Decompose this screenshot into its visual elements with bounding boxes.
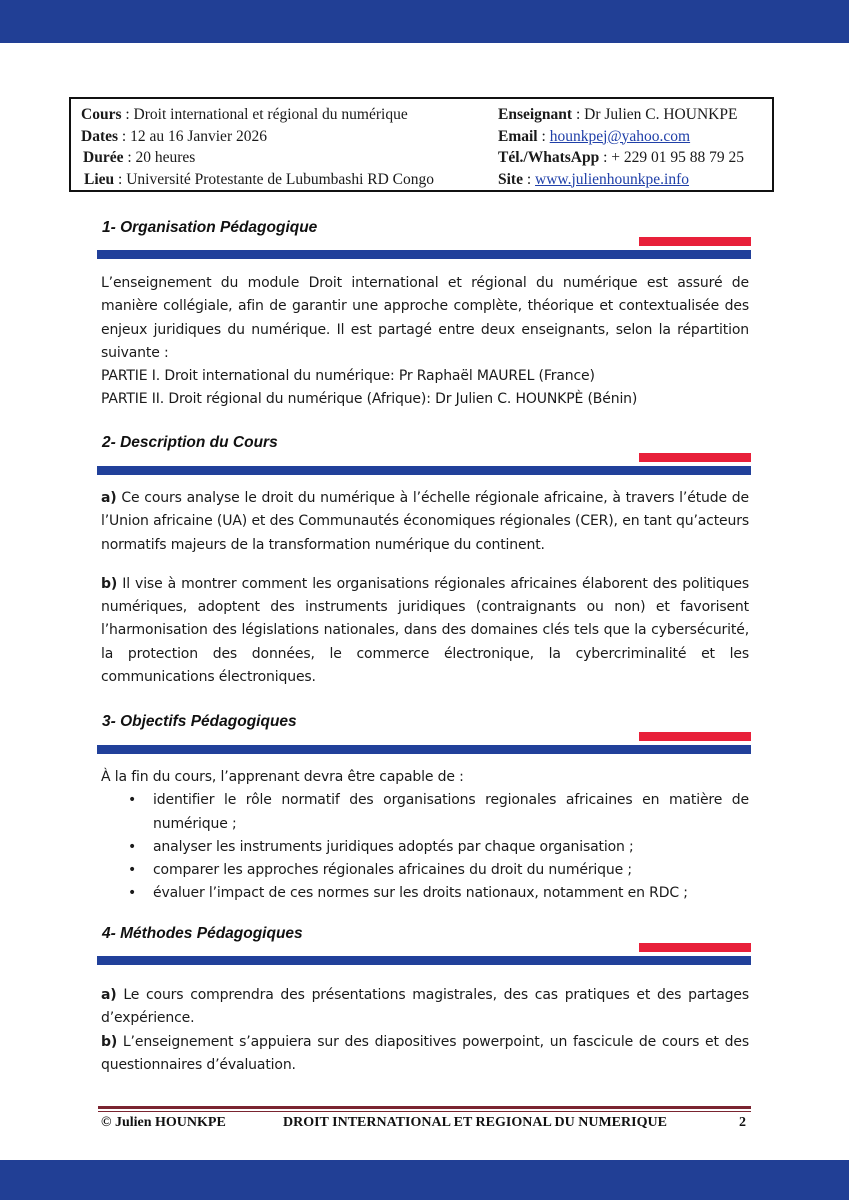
list-item: • comparer les approches régionales africaines du droit du numérique ; — [128, 862, 632, 879]
footer-title: DROIT INTERNATIONAL ET REGIONAL DU NUMERIQUE — [283, 1115, 667, 1130]
methods-paragraph-a: a) Le cours comprendra des présentations magistrales, des cas pratiques et des partages d’expérience. — [101, 987, 749, 1027]
phone-row: Tél./WhatsApp : + 229 01 95 88 79 25 — [498, 149, 745, 166]
section-3-rule — [97, 732, 751, 754]
section-3-title: 3- Objectifs Pédagogiques — [102, 713, 297, 730]
course-info-left — [81, 104, 434, 190]
top-blue-band — [0, 0, 849, 43]
objectives-list — [101, 789, 749, 905]
course-name-row: Cours : Droit international et régional du numérique — [81, 106, 408, 123]
teacher-row: Enseignant : Dr Julien C. HOUNKPE — [498, 106, 738, 123]
location-row: Lieu : Université Protestante de Lubumbashi RD Congo — [84, 170, 435, 188]
email-link[interactable]: hounkpej@yahoo.com — [549, 127, 691, 145]
bottom-blue-band — [0, 1160, 849, 1200]
list-item: • évaluer l’impact de ces normes sur les droits nationaux, notamment en RDC ; — [128, 885, 688, 902]
page-number: 2 — [739, 1115, 746, 1130]
course-info-box — [69, 97, 774, 192]
section-2-body — [101, 487, 749, 689]
description-paragraph-b: b) Il vise à montrer comment les organisations régionales africaines élaborent des politiques numériques, adoptent des instruments juridiques (contraignants ou non) et favorisent l’harmonisation des législations nationales, dans des domaines clés tels que la cybersécurité, la protection des données, le commerce électronique, la cybercriminalité et les communications électroniques. — [101, 575, 749, 686]
section-4-title: 4- Méthodes Pédagogiques — [102, 925, 303, 942]
list-item: • identifier le rôle normatif des organisations regionales africaines en matière de numérique ; — [128, 792, 749, 832]
section-4-body — [101, 984, 749, 1077]
section-2-rule — [97, 453, 751, 475]
section-3-body — [101, 766, 749, 906]
section-2-title: 2- Description du Cours — [102, 434, 278, 451]
organisation-paragraph: L’enseignement du module Droit international et régional du numérique est assuré de manière collégiale, afin de garantir une approche complète, théorique et contextualisée des enjeux juridiques du numérique. Il est partagé entre deux enseignants, selon la répartition suivante : — [101, 275, 749, 361]
description-paragraph-a: a) Ce cours analyse le droit du numérique à l’échelle régionale africaine, à travers l’étude de l’Union africaine (UA) et des Communautés économiques régionales (CER), en tant qu’acteurs normatifs majeurs de la transformation numérique du continent. — [101, 490, 749, 553]
email-row: Email : hounkpej@yahoo.com — [498, 127, 691, 145]
part-2-line: PARTIE II. Droit régional du numérique (Afrique): Dr Julien C. HOUNKPÈ (Bénin) — [101, 391, 638, 408]
dates-row: Dates : 12 au 16 Janvier 2026 — [81, 127, 267, 145]
website-link[interactable]: www.julienhounkpe.info — [535, 170, 690, 188]
footer-rule-thin — [98, 1111, 751, 1112]
section-1-body — [101, 272, 749, 412]
section-1-rule — [97, 237, 751, 259]
site-row: Site : www.julienhounkpe.info — [498, 170, 690, 188]
objectives-intro: À la fin du cours, l’apprenant devra être capable de : — [101, 769, 464, 785]
section-1-title: 1- Organisation Pédagogique — [102, 219, 318, 236]
course-info-right — [498, 104, 744, 190]
methods-paragraph-b: b) L’enseignement s’appuiera sur des diapositives powerpoint, un fascicule de cours et des questionnaires d’évaluation. — [101, 1033, 749, 1073]
list-item: • analyser les instruments juridiques adoptés par chaque organisation ; — [128, 838, 634, 855]
section-4-rule — [97, 943, 751, 965]
duration-row: Durée : 20 heures — [83, 149, 196, 166]
footer-copyright: © Julien HOUNKPE — [101, 1115, 226, 1130]
part-1-line: PARTIE I. Droit international du numérique: Pr Raphaël MAUREL (France) — [101, 368, 595, 385]
footer-rule-thick — [98, 1106, 751, 1109]
